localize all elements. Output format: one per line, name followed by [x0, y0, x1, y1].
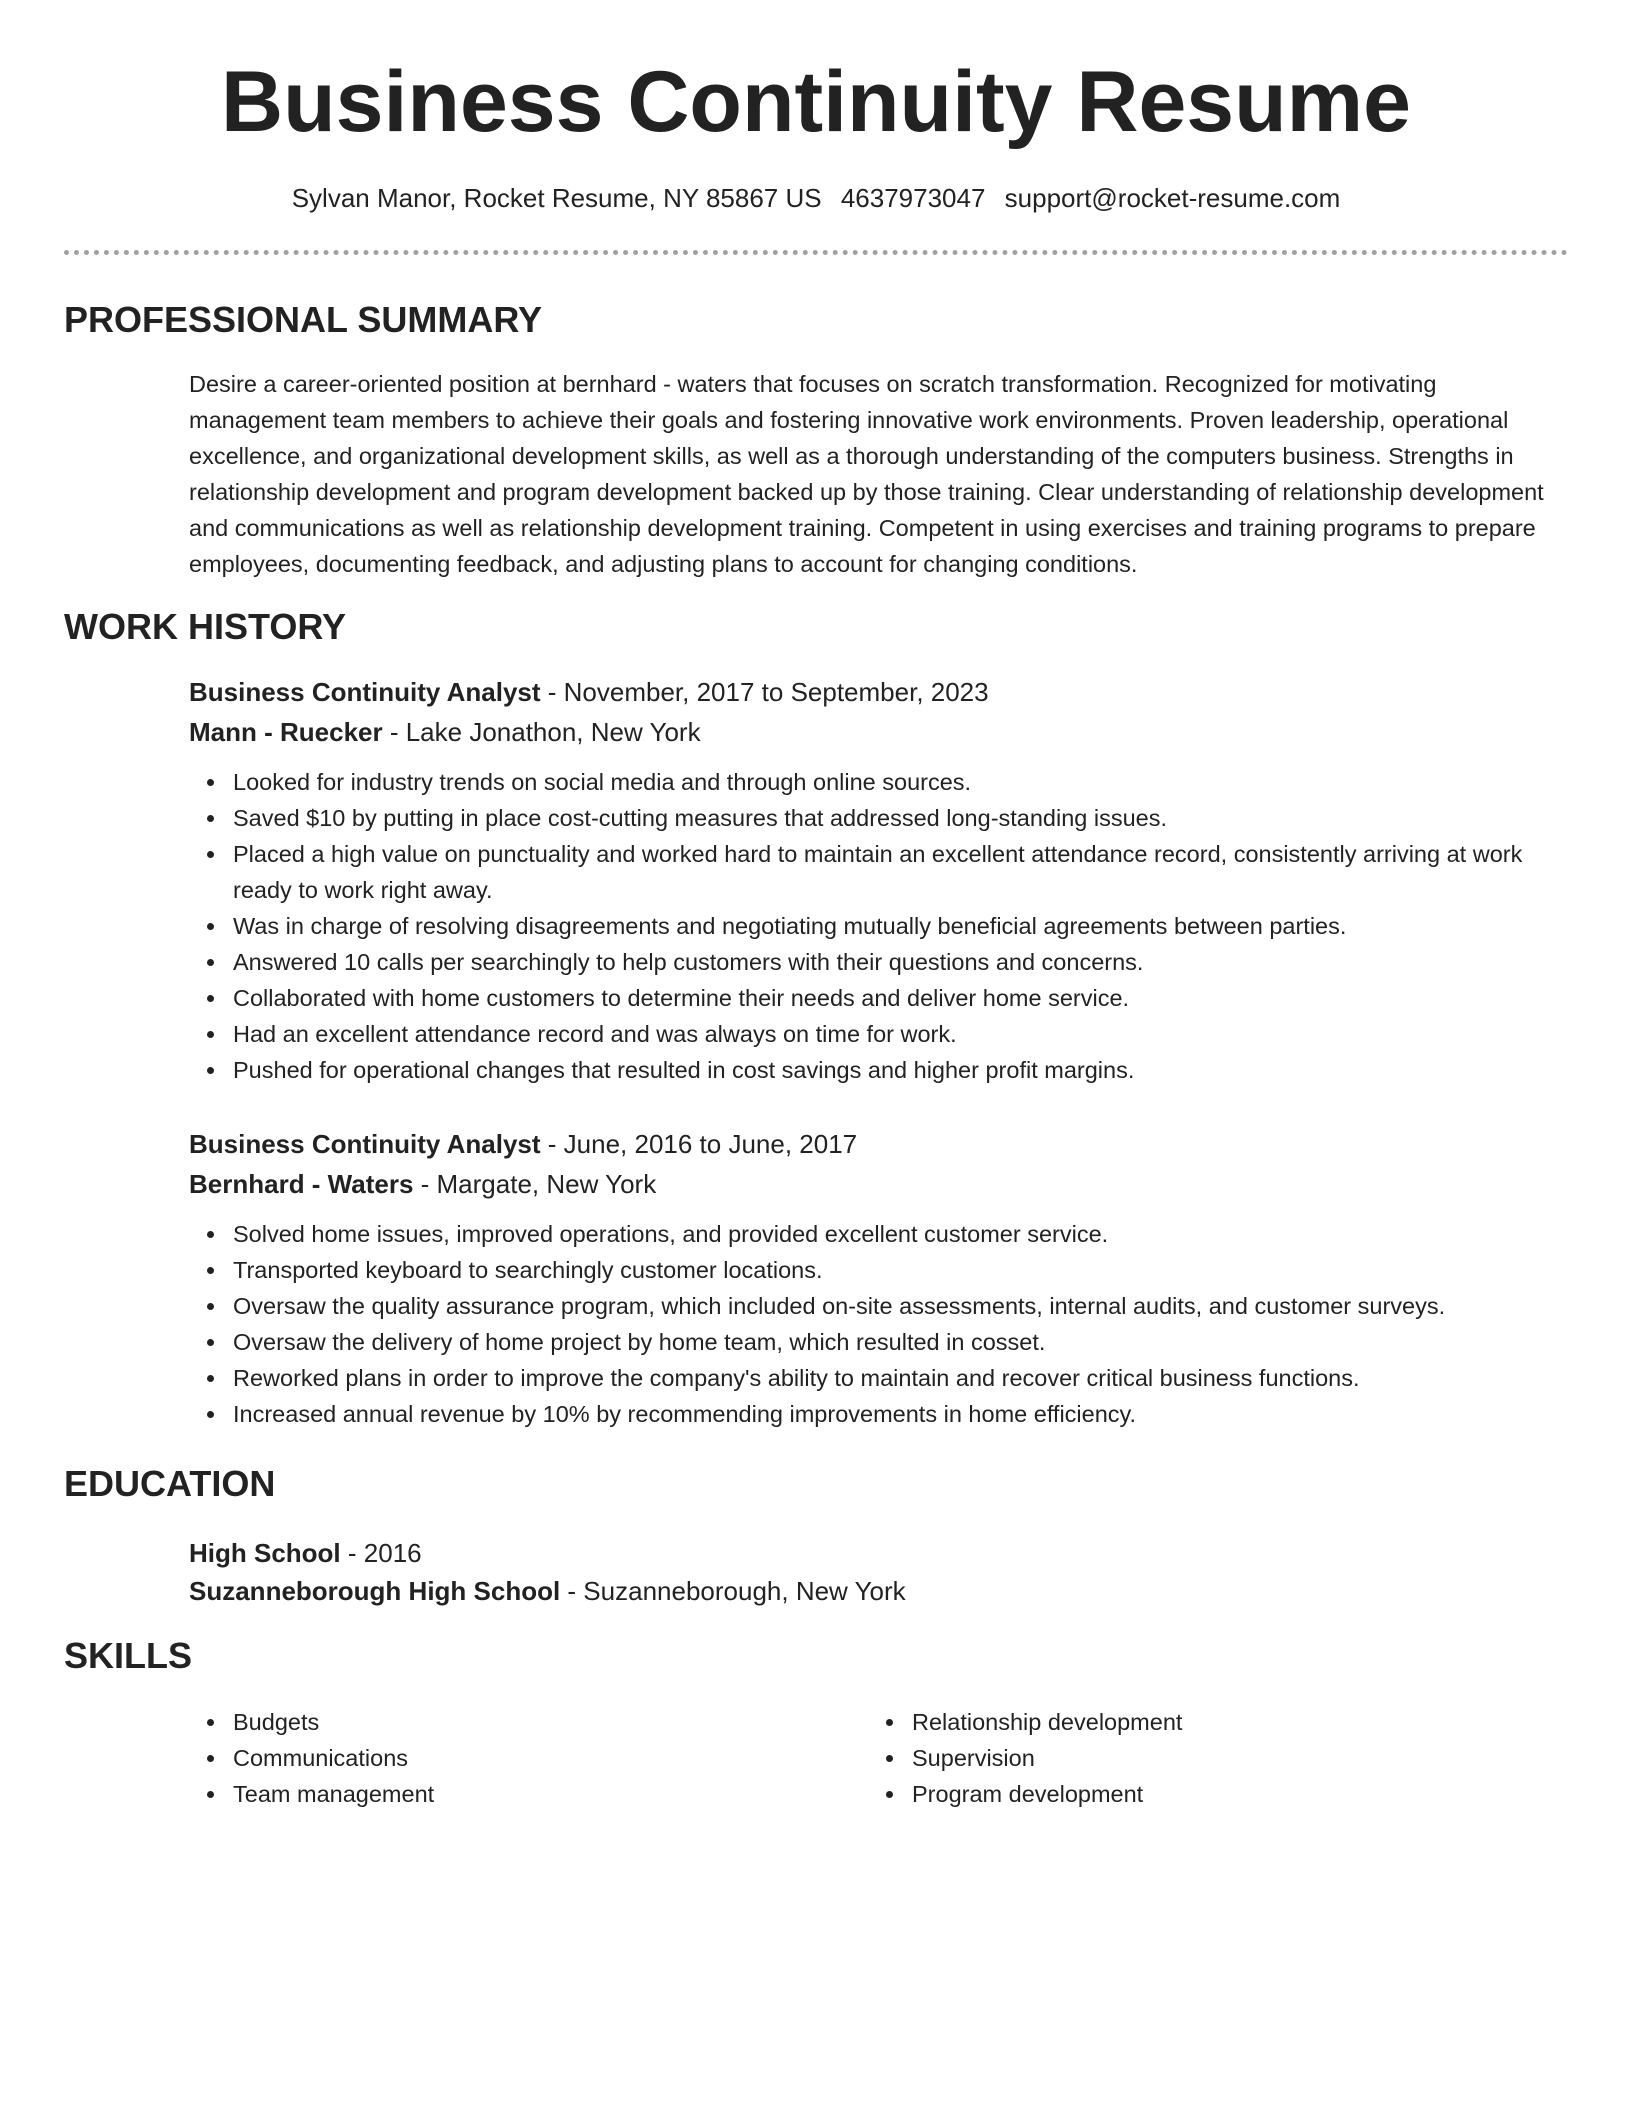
education-location: - Suzanneborough, New York [560, 1576, 906, 1606]
job-title-line [189, 1124, 1569, 1164]
job-bullet: Transported keyboard to searchingly customer locations. [233, 1252, 1569, 1288]
job-bullet: Reworked plans in order to improve the company's ability to maintain and recover critical business functions. [233, 1360, 1569, 1396]
section-heading-summary: PROFESSIONAL SUMMARY [64, 299, 543, 340]
job-title-line [189, 672, 1569, 712]
job-company: Bernhard - Waters [189, 1169, 414, 1199]
skill-item: Budgets [233, 1704, 829, 1740]
skill-item: Communications [233, 1740, 829, 1776]
header-divider [64, 250, 1568, 255]
section-heading-education: EDUCATION [64, 1463, 276, 1504]
resume-title: Business Continuity Resume [221, 54, 1411, 150]
education-year: - 2016 [340, 1538, 422, 1568]
summary-text: Desire a career-oriented position at bernhard - waters that focuses on scratch transformation. Recognized for motivating management team members to achieve their goals and fostering innovative work environments. Proven leadership, operational excellence, and organizational development skills, as well as a thorough understanding of the computers business. Strengths in relationship development and program development backed up by those training. Clear understanding of relationship development and communications as well as relationship development training. Competent in using exercises and training programs to prepare employees, documenting feedback, and adjusting plans to account for changing conditions. [189, 371, 1544, 577]
job-location: - Lake Jonathon, New York [382, 717, 701, 747]
skills-list [868, 1704, 1508, 1812]
job-bullet: Saved $10 by putting in place cost-cutting measures that addressed long-standing issues. [233, 800, 1569, 836]
job-dates: - November, 2017 to September, 2023 [540, 677, 989, 707]
job-bullet: Solved home issues, improved operations, and provided excellent customer service. [233, 1216, 1569, 1252]
skills-list [189, 1704, 829, 1812]
job-bullet: Answered 10 calls per searchingly to help customers with their questions and concerns. [233, 944, 1569, 980]
job-company-line [189, 1164, 1569, 1204]
job-bullet-list [189, 764, 1569, 1088]
contact-phone: 4637973047 [840, 183, 986, 213]
job-company: Mann - Ruecker [189, 717, 383, 747]
job-title: Business Continuity Analyst [189, 1129, 541, 1159]
job-entry [189, 1124, 1569, 1432]
education-degree-line [189, 1534, 1569, 1572]
job-bullet: Oversaw the quality assurance program, which included on-site assessments, internal audits, and customer surveys. [233, 1288, 1569, 1324]
job-bullet: Oversaw the delivery of home project by home team, which resulted in cosset. [233, 1324, 1569, 1360]
job-bullet: Was in charge of resolving disagreements and negotiating mutually beneficial agreements between parties. [233, 908, 1569, 944]
job-entry [189, 672, 1569, 1088]
education-school: Suzanneborough High School [189, 1576, 561, 1606]
job-bullet: Pushed for operational changes that resulted in cost savings and higher profit margins. [233, 1052, 1569, 1088]
job-bullet-list [189, 1216, 1569, 1432]
skill-item: Relationship development [912, 1704, 1508, 1740]
contact-line [0, 180, 1632, 216]
job-title: Business Continuity Analyst [189, 677, 541, 707]
skill-item: Supervision [912, 1740, 1508, 1776]
education-entry [189, 1534, 1569, 1610]
contact-email: support@rocket-resume.com [1004, 183, 1341, 213]
skill-item: Team management [233, 1776, 829, 1812]
job-bullet: Looked for industry trends on social media and through online sources. [233, 764, 1569, 800]
job-bullet: Increased annual revenue by 10% by recommending improvements in home efficiency. [233, 1396, 1569, 1432]
job-location: - Margate, New York [413, 1169, 657, 1199]
job-dates: - June, 2016 to June, 2017 [540, 1129, 858, 1159]
job-bullet: Had an excellent attendance record and was always on time for work. [233, 1016, 1569, 1052]
education-degree: High School [189, 1538, 341, 1568]
education-school-line [189, 1572, 1569, 1610]
job-bullet: Placed a high value on punctuality and worked hard to maintain an excellent attendance record, consistently arriving at work ready to work right away. [233, 836, 1569, 908]
skill-item: Program development [912, 1776, 1508, 1812]
job-company-line [189, 712, 1569, 752]
contact-address: Sylvan Manor, Rocket Resume, NY 85867 US [291, 183, 822, 213]
skills-column-left [189, 1704, 829, 1812]
job-bullet: Collaborated with home customers to determine their needs and deliver home service. [233, 980, 1569, 1016]
section-heading-skills: SKILLS [64, 1635, 193, 1676]
skills-column-right [868, 1704, 1508, 1812]
section-heading-work-history: WORK HISTORY [64, 606, 347, 647]
